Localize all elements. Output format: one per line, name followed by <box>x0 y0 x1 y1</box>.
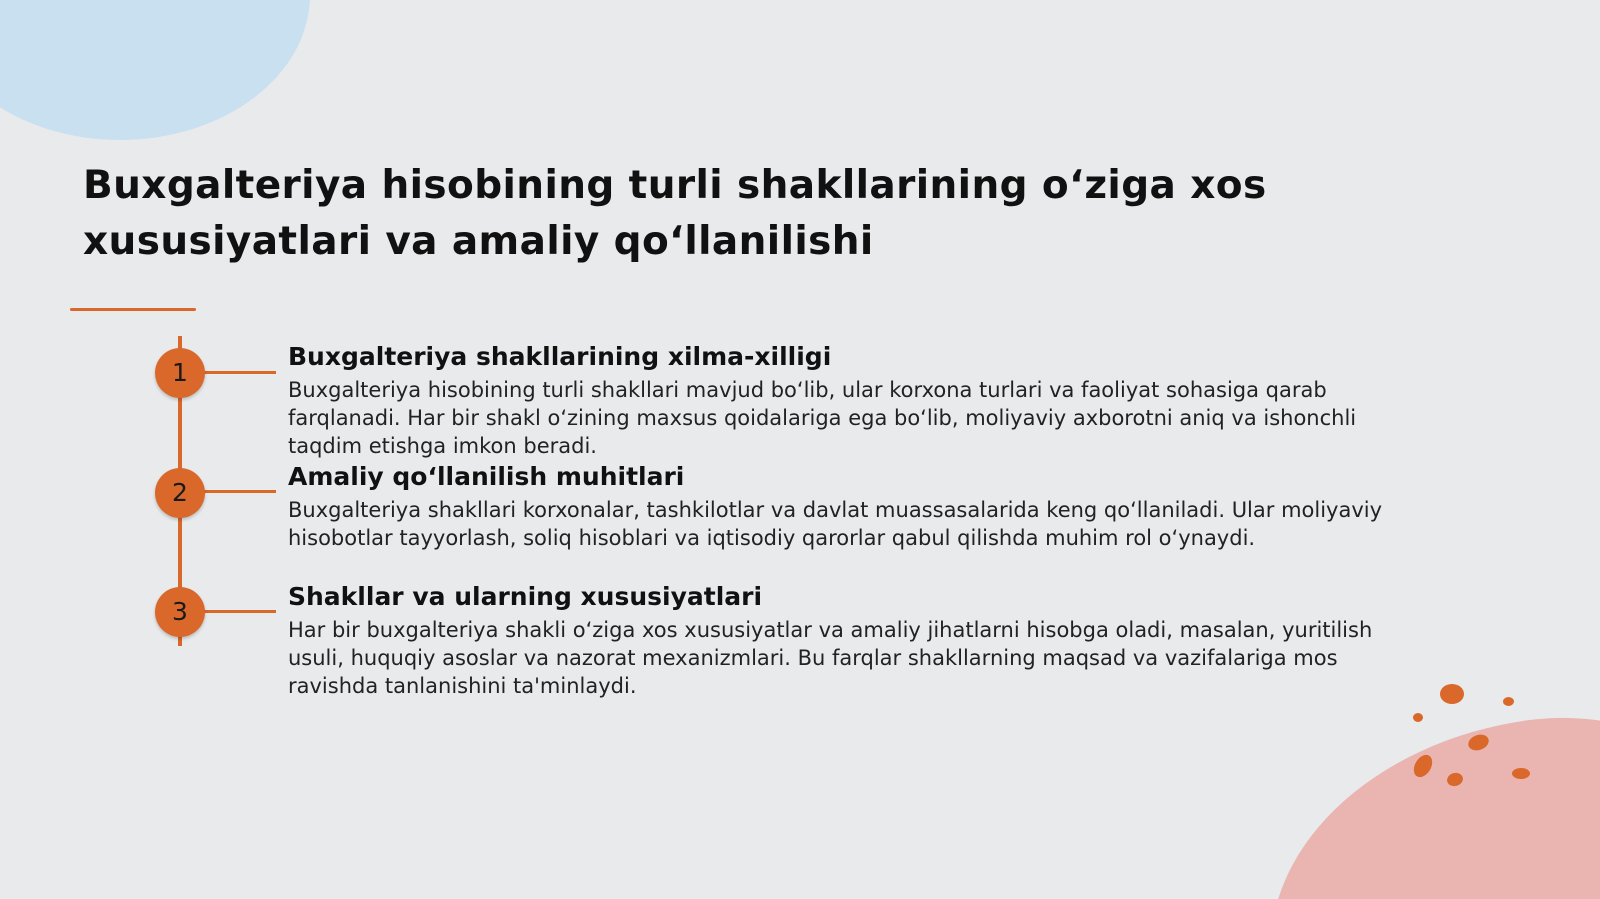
title-accent-line <box>70 308 196 311</box>
confetti-dot <box>1413 713 1423 722</box>
step-2-body: Buxgalteriya shakllari korxonalar, tashkilotlar va davlat muassasalarida keng qo‘llaniladi. Ular moliyaviy hisobotlar tayyorlash, soliq hisoblari va iqtisodiy qarorlar qabul qilishda muhim rol o‘ynaydi. <box>288 498 1383 550</box>
slide-title: Buxgalteriya hisobining turli shakllarining o‘ziga xos xususiyatlari va amaliy qo‘llanilishi <box>83 163 1267 264</box>
step-1-number-badge: 1 <box>155 348 205 398</box>
step-1 <box>288 341 1428 460</box>
step-1-heading: Buxgalteriya shakllarining xilma-xilligi <box>288 342 832 371</box>
step-3-number-badge: 3 <box>155 587 205 637</box>
step-1-connector <box>200 371 276 374</box>
step-3-connector <box>200 610 276 613</box>
confetti-dot <box>1512 768 1530 779</box>
step-2-number-badge: 2 <box>155 468 205 518</box>
confetti-dot <box>1503 697 1514 706</box>
step-2 <box>288 461 1428 552</box>
step-2-connector <box>200 490 276 493</box>
decorative-blue-blob <box>0 0 310 140</box>
step-3 <box>288 581 1428 700</box>
step-3-heading: Shakllar va ularning xususiyatlari <box>288 582 763 611</box>
confetti-dot <box>1440 684 1464 704</box>
step-1-body: Buxgalteriya hisobining turli shakllari mavjud bo‘lib, ular korxona turlari va faoliyat sohasiga qarab farqlanadi. Har bir shakl o‘zining maxsus qoidalariga ega bo‘lib, moliyaviy axborotni aniq va ishonchli taqdim etishga imkon beradi. <box>288 378 1357 458</box>
step-3-body: Har bir buxgalteriya shakli o‘ziga xos xususiyatlar va amaliy jihatlarni hisobga oladi, masalan, yuritilish usuli, huquqiy asoslar va nazorat mexanizmlari. Bu farqlar shakllarning maqsad va vazifalariga mos ravishda tanlanishini ta'minlaydi. <box>288 618 1373 698</box>
step-2-heading: Amaliy qo‘llanilish muhitlari <box>288 462 685 491</box>
